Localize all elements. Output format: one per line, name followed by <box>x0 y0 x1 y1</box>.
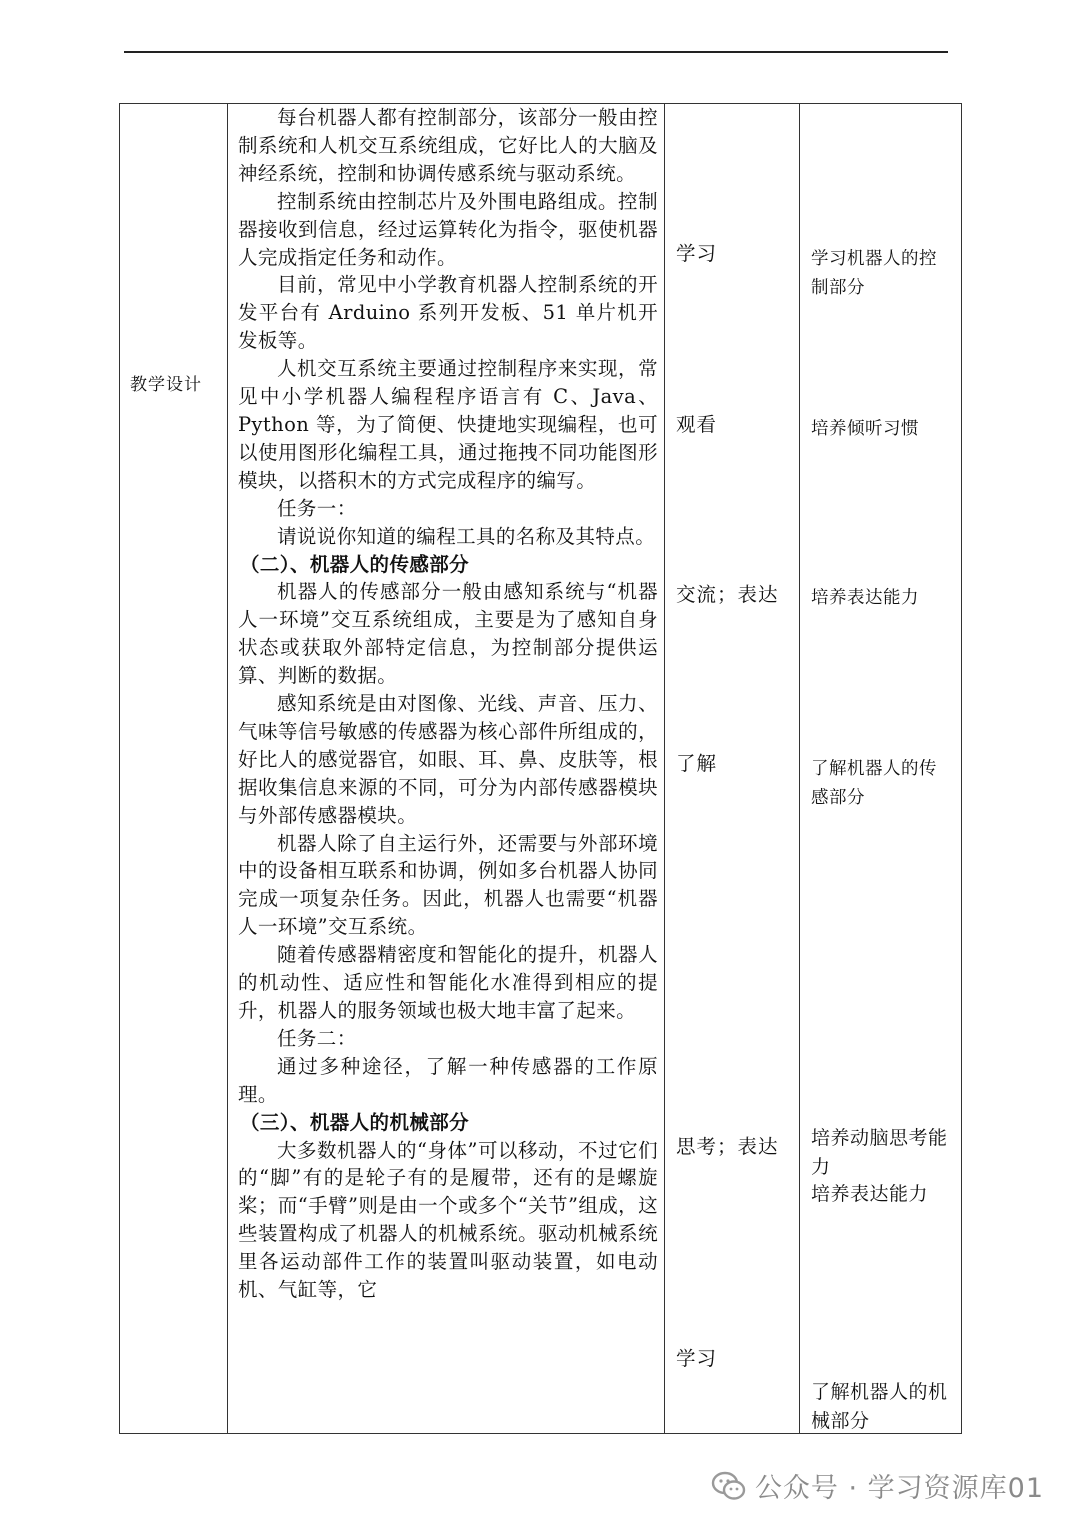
paragraph: 机器人的传感部分一般由感知系统与“机器人一环境”交互系统组成，主要是为了感知自身状态或获取外部特定信息，为控制部分提供运算、判断的数据。 <box>238 580 658 688</box>
activity-cell: 学习 <box>676 1347 718 1370</box>
watermark-text: 公众号 · 学习资源库01 <box>754 1473 1044 1504</box>
paragraph: 每台机器人都有控制部分，该部分一般由控制系统和人机交互系统组成，它好比人的大脑及神经系统，控制和协调传感系统与驱动系统。 <box>238 106 658 185</box>
wechat-icon <box>711 1470 747 1502</box>
paragraph: 大多数机器人的“身体”可以移动，不过它们的“脚”有的是轮子有的是履带，还有的是螺旋桨；而“手臂”则是由一个或多个“关节”组成，这些装置构成了机器人的机械系统。驱动机械系统里各运动部件工作的装置叫驱动装置，如电动机、气缸等，它 <box>238 1138 658 1302</box>
activity-cell: 思考；表达 <box>676 1135 779 1158</box>
aim-cell: 了解机器人的传感部分 <box>811 759 937 808</box>
section-heading: （二）、机器人的传感部分 <box>240 552 470 576</box>
column-divider <box>664 104 665 1433</box>
task-text: 请说说你知道的编程工具的名称及其特点。 <box>277 524 656 548</box>
activity-cell: 交流；表达 <box>676 583 779 606</box>
aim-cell: 培养表达能力 <box>811 588 919 608</box>
paragraph: 控制系统由控制芯片及外围电路组成。控制器接收到信息，经过运算转化为指令，驱使机器人完成指定任务和动作。 <box>238 189 658 269</box>
paragraph: 人机交互系统主要通过控制程序来实现，常见中小学机器人编程程序语言有 C、Java、Python 等，为了简便、快捷地实现编程，也可以使用图形化编程工具，通过拖拽不同功能图形模块，以搭积木的方式完成程序的编写。 <box>238 357 658 492</box>
aim-cell: 了解机器人的机械部分 <box>811 1381 948 1432</box>
aim-cell: 学习机器人的控制部分 <box>811 249 937 298</box>
column-divider <box>227 104 228 1433</box>
activity-cell: 观看 <box>676 413 718 436</box>
task-label: 任务二： <box>277 1026 357 1050</box>
section-heading: （三）、机器人的机械部分 <box>240 1110 470 1134</box>
column-divider <box>799 104 800 1433</box>
teaching-content <box>238 104 658 1304</box>
aim-cell: 培养表达能力 <box>811 1183 929 1205</box>
task-text: 通过多种途径，了解一种传感器的工作原理。 <box>238 1054 658 1106</box>
header-rule <box>124 51 948 53</box>
section-label: 教学设计 <box>130 375 202 395</box>
paragraph: 感知系统是由对图像、光线、声音、压力、气味等信号敏感的传感器为核心部件所组成的，好比人的感觉器官，如眼、耳、鼻、皮肤等，根据收集信息来源的不同，可分为内部传感器模块与外部传感器模块。 <box>238 692 658 827</box>
activity-cell: 了解 <box>676 752 718 775</box>
watermark <box>711 1466 1044 1505</box>
activity-cell: 学习 <box>676 242 718 265</box>
aim-cell: 培养动脑思考能力 <box>811 1127 948 1178</box>
paragraph: 随着传感器精密度和智能化的提升，机器人的机动性、适应性和智能化水准得到相应的提升，机器人的服务领域也极大地丰富了起来。 <box>238 943 658 1022</box>
aim-cell: 培养倾听习惯 <box>811 419 919 439</box>
task-label: 任务一： <box>277 496 357 520</box>
paragraph: 机器人除了自主运行外，还需要与外部环境中的设备相互联系和协调，例如多台机器人协同完成一项复杂任务。因此，机器人也需要“机器人一环境”交互系统。 <box>238 831 658 939</box>
paragraph: 目前，常见中小学教育机器人控制系统的开发平台有 Arduino 系列开发板、51 单片机开发板等。 <box>238 273 658 353</box>
